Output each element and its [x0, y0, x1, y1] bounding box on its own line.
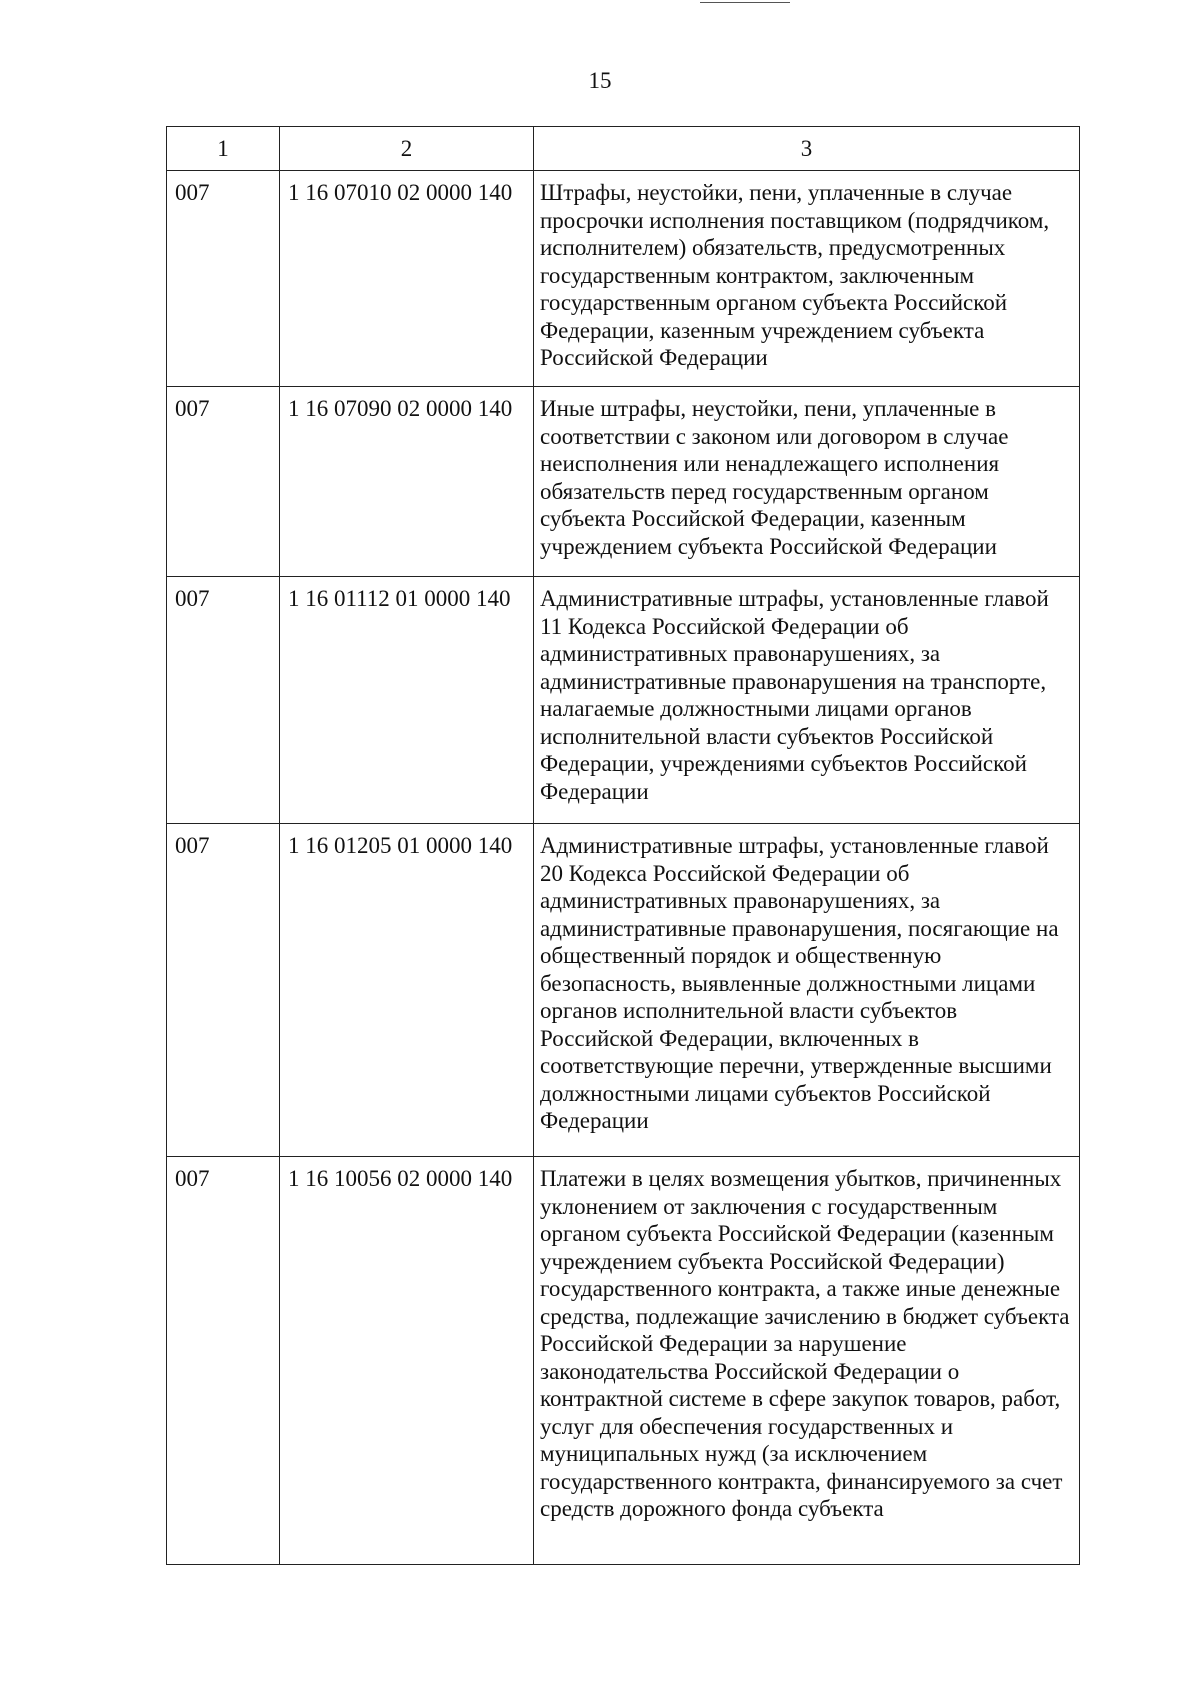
kbk-code-cell: 1 16 01205 01 0000 140 [280, 824, 534, 1157]
table-row [167, 387, 1080, 577]
description-cell: Штрафы, неустойки, пени, уплаченные в случае просрочки исполнения поставщиком (подрядчиком, исполнителем) обязательств, предусмотренных государственным контрактом, заключенным государственным органом субъекта Российской Федерации, казенным учреждением субъекта Российской Федерации [534, 171, 1080, 387]
table-row [167, 577, 1080, 824]
admin-code-cell: 007 [167, 171, 280, 387]
admin-code-cell: 007 [167, 824, 280, 1157]
table-header-row [167, 127, 1080, 171]
description-cell: Административные штрафы, установленные главой 20 Кодекса Российской Федерации об административных правонарушениях, за административные правонарушения, посягающие на общественный порядок и общественную безопасность, выявленные должностными лицами органов исполнительной власти субъектов Российской Федерации, включенных в соответствующие перечни, утвержденные высшими должностными лицами субъектов Российской Федерации [534, 824, 1080, 1157]
admin-code-cell: 007 [167, 577, 280, 824]
kbk-code-cell: 1 16 07090 02 0000 140 [280, 387, 534, 577]
top-rule [700, 2, 790, 3]
column-header-1: 1 [167, 127, 280, 171]
kbk-code-cell: 1 16 01112 01 0000 140 [280, 577, 534, 824]
kbk-code-cell: 1 16 10056 02 0000 140 [280, 1157, 534, 1565]
page-number: 15 [588, 68, 612, 93]
table-row [167, 1157, 1080, 1565]
description-cell: Платежи в целях возмещения убытков, причиненных уклонением от заключения с государственным органом субъекта Российской Федерации (казенным учреждением субъекта Российской Федерации) государственного контракта, а также иные денежные средства, подлежащие зачислению в бюджет субъекта Российской Федерации за нарушение законодательства Российской Федерации о контрактной системе в сфере закупок товаров, работ, услуг для обеспечения государственных и муниципальных нужд (за исключением государственного контракта, финансируемого за счет средств дорожного фонда субъекта [534, 1157, 1080, 1565]
admin-code-cell: 007 [167, 1157, 280, 1565]
table-row [167, 171, 1080, 387]
column-header-2: 2 [280, 127, 534, 171]
description-cell: Административные штрафы, установленные главой 11 Кодекса Российской Федерации об административных правонарушениях, за административные правонарушения на транспорте, налагаемые должностными лицами органов исполнительной власти субъектов Российской Федерации, учреждениями субъектов Российской Федерации [534, 577, 1080, 824]
column-header-3: 3 [534, 127, 1080, 171]
revenue-codes-table [166, 126, 1080, 1565]
admin-code-cell: 007 [167, 387, 280, 577]
kbk-code-cell: 1 16 07010 02 0000 140 [280, 171, 534, 387]
table-row [167, 824, 1080, 1157]
description-cell: Иные штрафы, неустойки, пени, уплаченные в соответствии с законом или договором в случае неисполнения или ненадлежащего исполнения обязательств перед государственным органом субъекта Российской Федерации, казенным учреждением субъекта Российской Федерации [534, 387, 1080, 577]
